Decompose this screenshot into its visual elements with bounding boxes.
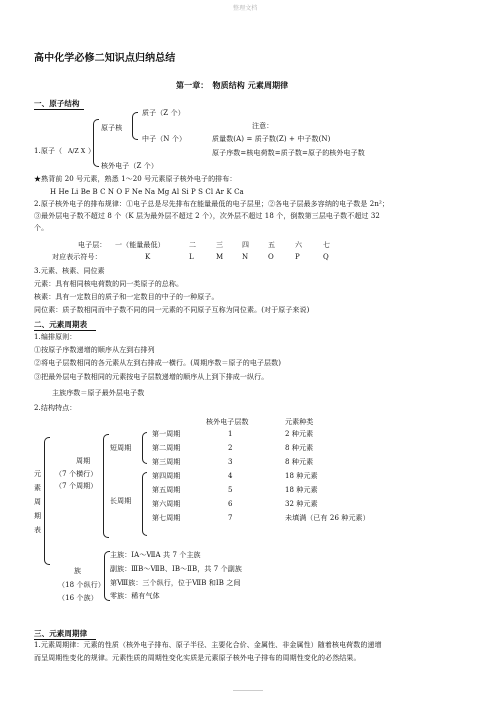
rule-line-1: 2.原子核外电子的排布规律：①电子总是尽先排布在能量最低的电子层里；②各电子层最多容纳的电子数是 2n²； [34, 200, 389, 208]
long-period-label: 长周期 [110, 497, 132, 505]
symbol-k: K [145, 253, 151, 261]
period-types: 18 种元素 [285, 486, 318, 494]
eighteen-columns: （18 个纵行） [58, 581, 105, 589]
group-label: 族 [74, 567, 82, 575]
layers-label: 电子层： [78, 241, 107, 249]
neutron-label: 中子（N 个） [142, 135, 187, 143]
table-char-1: 元 [34, 470, 42, 478]
period-layers: 3 [228, 458, 233, 466]
period-name: 第三周期 [152, 458, 181, 466]
s2-rule-3: ③把最外层电子数相同的元素按电子层数递增的顺序从上到下排成一纵行。 [34, 373, 269, 381]
period-brace [103, 434, 109, 538]
s3-line-1: 1.元素周期律：元素的性质（核外电子排布、原子半径、主要化合价、金属性、非金属性）随着核电荷数的递增 [34, 641, 382, 649]
layer-2: 二 [189, 241, 197, 249]
short-period-brace [142, 432, 147, 464]
period-name: 第七周期 [152, 514, 181, 522]
chapter-heading: 第一章： 物质结构 元素周期律 [176, 80, 289, 90]
period-name: 第五周期 [152, 486, 181, 494]
s2-rule-2: ②将电子层数相同的各元素从左到右排成一横行。(周期序数＝原子的电子层数) [34, 359, 282, 367]
period-types: 未填满（已有 26 种元素） [285, 514, 370, 522]
period-layers: 6 [228, 500, 233, 508]
section2-heading: 二、元素周期表 [34, 320, 88, 329]
long-period-brace [142, 472, 147, 536]
period-layers: 7 [228, 514, 233, 522]
atom-symbol: A/Z X [68, 148, 86, 155]
period-types: 32 种元素 [285, 500, 318, 508]
proton-label: 质子（Z 个） [142, 109, 185, 117]
doc-title: 高中化学必修二知识点归纳总结 [34, 53, 176, 64]
period-name: 第一周期 [152, 430, 181, 438]
footer-mark [233, 690, 263, 691]
symbol-p: P [295, 253, 300, 261]
period-layers: 4 [228, 472, 233, 480]
header-watermark: 整理文档 [233, 5, 258, 12]
table-char-2: 素 [34, 484, 42, 492]
star-line: ★熟背前 20 号元素，熟悉 1～20 号元素原子核外电子的排布： [34, 175, 237, 183]
group-eighth: 第Ⅷ族：三个纵行，位于ⅦB 和ⅠB 之间 [110, 579, 241, 587]
s2-rule-1: ①按原子序数递增的顺序从左到右排列 [34, 346, 155, 354]
note-title: 注意： [252, 122, 274, 130]
group-zero: 零族：稀有气体 [110, 592, 160, 600]
symbol-m: M [216, 253, 224, 261]
note-mass-number: 质量数(A) = 质子数(Z) + 中子数(N) [212, 135, 331, 143]
atom-brace [93, 119, 99, 167]
s3-title: 3.元素、核素、同位素 [34, 267, 105, 275]
symbol-q: Q [323, 253, 329, 261]
col-header-types: 元素种类 [285, 418, 314, 426]
table-char-4: 期 [34, 512, 42, 520]
main-group-rule: 主族序数＝原子最外层电子数 [52, 389, 145, 397]
def-isotope: 同位素：质子数相同而中子数不同的同一元素的不同原子互称为同位素。(对于原子来说) [34, 306, 310, 314]
seven-rows: （7 个横行） [55, 470, 98, 478]
symbol-n: N [242, 253, 249, 261]
table-char-3: 周 [34, 498, 42, 506]
electron-label: 核外电子（Z 个） [101, 162, 158, 170]
s3-line-2: 而呈周期性变化的规律。元素性质的周期性变化实质是元素原子核外电子排布的周期性变化的必然结果。 [34, 654, 361, 662]
period-layers: 1 [228, 430, 233, 438]
s2-structure-title: 2.结构特点： [34, 404, 77, 412]
symbols-label: 对应表示符号： [52, 253, 102, 261]
layer-1: 一（能量最低） [115, 241, 165, 249]
period-label: 周期 [76, 457, 91, 465]
short-period-label: 短周期 [110, 444, 132, 452]
layer-5: 五 [268, 241, 276, 249]
section2-underline [34, 330, 96, 331]
note-atomic-number: 原子序数=核电荷数=质子数=原子的核外电子数 [212, 149, 365, 157]
table-brace [44, 437, 50, 565]
col-header-layers: 核外电子层数 [206, 418, 249, 426]
section1-heading: 一、原子结构 [34, 99, 80, 108]
table-char-5: 表 [34, 526, 42, 534]
symbol-o: O [268, 253, 274, 261]
layer-3: 三 [216, 241, 224, 249]
layer-4: 四 [242, 241, 250, 249]
s2-principle-title: 1.编排原则： [34, 333, 77, 341]
rule-line-3: 个。 [34, 224, 49, 232]
period-layers: 2 [228, 444, 233, 452]
period-types: 8 种元素 [285, 458, 314, 466]
period-name: 第四周期 [152, 472, 181, 480]
layer-6: 六 [295, 241, 303, 249]
section3-heading: 三、元素周期律 [34, 629, 88, 638]
layer-7: 七 [323, 241, 331, 249]
period-layers: 5 [228, 486, 233, 494]
def-nuclide: 核素：具有一定数目的质子和一定数目的中子的一种原子。 [34, 293, 219, 301]
period-name: 第六周期 [152, 500, 181, 508]
atom-label: 1.原子（ [34, 147, 63, 155]
period-types: 2 种元素 [285, 430, 314, 438]
symbol-l: L [189, 253, 194, 261]
period-name: 第二周期 [152, 444, 181, 452]
seven-periods: （7 个周期） [55, 482, 98, 490]
sixteen-groups: （16 个族） [58, 594, 98, 602]
group-sub: 副族：ⅢB～ⅦB、ⅠB～ⅡB，共 7 个副族 [110, 565, 242, 573]
period-types: 8 种元素 [285, 444, 314, 452]
element-list: H He Li Be B C N O F Ne Na Mg Al Si P S Cl Ar K Ca [50, 188, 244, 196]
section3-underline [34, 639, 96, 640]
group-main: 主族：ⅠA～ⅦA 共 7 个主族 [110, 551, 201, 559]
section1-underline [34, 109, 84, 110]
nucleus-label: 原子核 [101, 124, 123, 132]
atom-close: ） [88, 147, 96, 155]
nucleus-brace [132, 112, 138, 140]
def-element: 元素：具有相同核电荷数的同一类原子的总称。 [34, 280, 184, 288]
period-types: 18 种元素 [285, 472, 318, 480]
rule-line-2: ③最外层电子数不超过 8 个（K 层为最外层不超过 2 个），次外层不超过 18 个，倒数第三层电子数不超过 32 [34, 212, 380, 220]
